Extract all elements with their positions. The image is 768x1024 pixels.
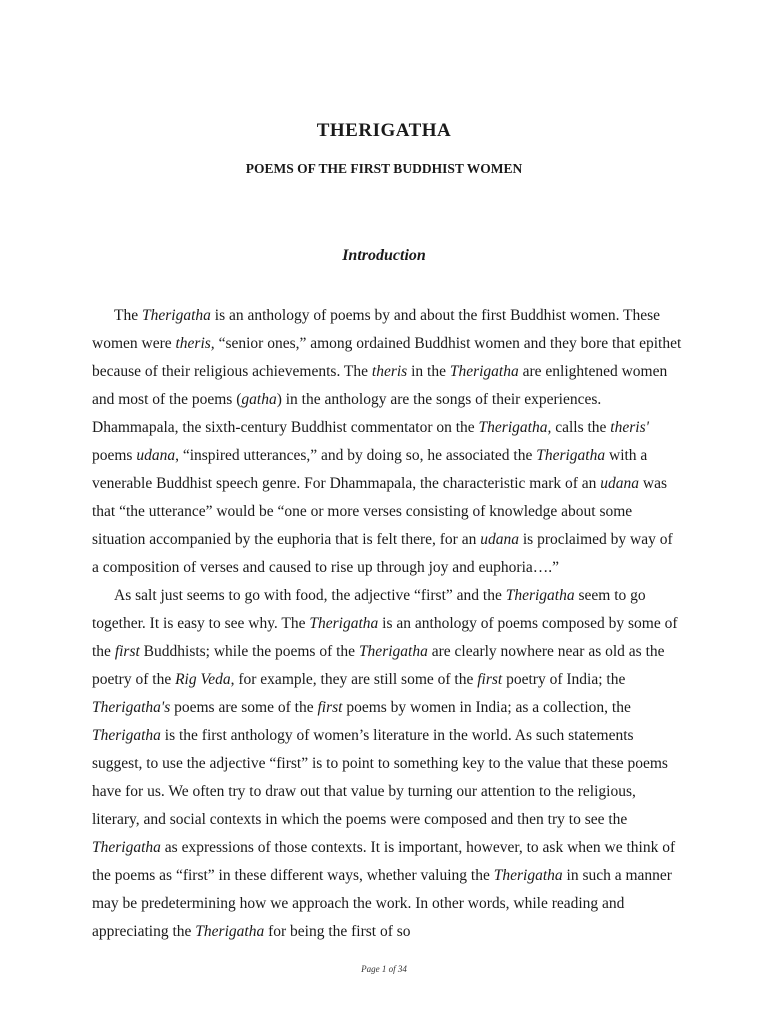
text-run: with a venerable Buddhist speech genre. For Dhammapala, the characteristic mark of an: [92, 447, 648, 492]
text-run: is proclaimed by way of a composition of verses and caused to rise up through joy and euphoria….”: [92, 531, 673, 576]
italic-term: Therigatha's: [92, 699, 171, 716]
italic-term: Therigatha: [505, 587, 575, 604]
italic-term: Therigatha: [449, 363, 519, 380]
text-run: , “inspired utterances,” and by doing so, he associated the: [175, 447, 537, 464]
italic-term: Therigatha: [195, 923, 265, 940]
text-run: is an anthology of poems by and about the first Buddhist women. These women were: [92, 307, 661, 352]
text-run: was that “the utterance” would be “one or more verses consisting of knowledge about some situation accompanied by the euphoria that is felt there, for an: [92, 475, 668, 548]
italic-term: first: [477, 671, 503, 688]
italic-term: Therigatha: [92, 839, 161, 856]
italic-term: theris: [371, 363, 408, 380]
text-run: calls the: [551, 419, 611, 436]
italic-term: Therigatha: [92, 727, 161, 744]
text-run: poems: [92, 447, 137, 464]
italic-term: udana: [480, 531, 519, 548]
text-run: in such a manner may be predetermining how we approach the work. In other words, while reading and appreciating the: [92, 867, 672, 940]
italic-term: first: [114, 643, 140, 660]
text-run: Buddhists; while the poems of the: [139, 643, 359, 660]
text-run: poems by women in India; as a collection, the: [342, 699, 631, 716]
text-run: are clearly nowhere near as old as the poetry of the: [92, 643, 665, 688]
text-run: As salt just seems to go with food, the adjective “first” and the: [114, 587, 506, 604]
body-text: [92, 302, 682, 946]
document-title: THERIGATHA: [316, 120, 452, 141]
paragraph: [92, 302, 682, 582]
text-run: poems are some of the: [170, 699, 318, 716]
text-run: “senior ones,” among ordained Buddhist women and they bore that epithet because of their religious achievements. The: [92, 335, 682, 380]
document-subtitle: POEMS OF THE FIRST BUDDHIST WOMEN: [245, 161, 523, 176]
italic-term: Therigatha: [536, 447, 606, 464]
italic-term: first: [317, 699, 343, 716]
text-run: as expressions of those contexts. It is important, however, to ask when we think of the poems as “first” in these different ways, whether valuing the: [92, 839, 676, 884]
italic-term: Therigatha: [141, 307, 211, 324]
section-heading: Introduction: [342, 247, 426, 264]
italic-term: Rig Veda: [175, 671, 231, 688]
italic-term: udana: [600, 475, 640, 492]
italic-term: gatha: [241, 391, 277, 408]
page-number: Page 1 of 34: [361, 964, 407, 974]
paragraph: [92, 582, 682, 946]
text-run: in the: [407, 363, 450, 380]
text-run: is an anthology of poems composed by some of the: [92, 615, 678, 660]
italic-term: Therigatha,: [478, 419, 552, 436]
text-run: poetry of India; the: [502, 671, 626, 688]
text-run: is the first anthology of women’s literature in the world. As such statements suggest, to use the adjective “first” is to point to something key to the value that these poems have for us. We often try to draw out that value by turning our attention to the religious, literary, and social contexts in which the poems were composed and then try to see the: [92, 727, 668, 828]
italic-term: theris,: [175, 335, 215, 352]
text-run: The: [114, 307, 142, 324]
text-run: ) in the anthology are the songs of their experiences. Dhammapala, the sixth-century Buddhist commentator on the: [92, 391, 602, 436]
text-run: seem to go together. It is easy to see why. The: [92, 587, 646, 632]
italic-term: udana: [136, 447, 176, 464]
italic-term: Therigatha: [493, 867, 563, 884]
italic-term: Therigatha: [309, 615, 379, 632]
text-run: are enlightened women and most of the poems (: [92, 363, 668, 408]
italic-term: Therigatha: [358, 643, 428, 660]
italic-term: theris': [610, 419, 649, 436]
text-run: for being the first of so: [264, 923, 411, 940]
text-run: , for example, they are still some of the: [230, 671, 478, 688]
